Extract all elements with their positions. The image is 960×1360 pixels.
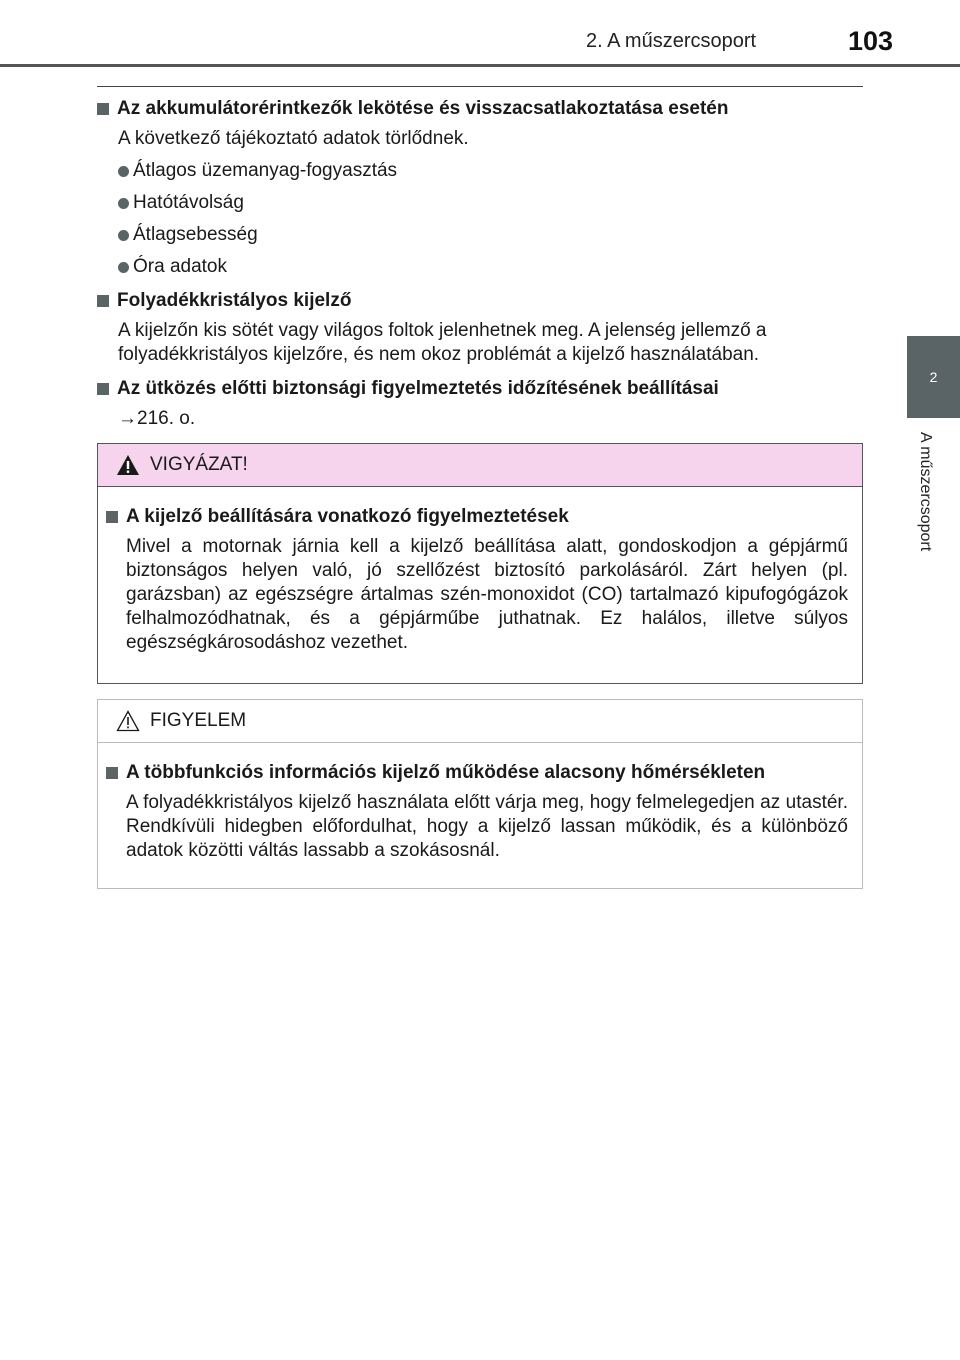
round-bullet-icon (118, 230, 129, 241)
square-bullet-icon (97, 383, 109, 395)
notice-box (97, 699, 863, 889)
caution-box (97, 443, 863, 684)
caution-label: VIGYÁZAT! (150, 454, 248, 475)
caution-header (98, 444, 862, 487)
section-text: A következő tájékoztató adatok törlődnek. (118, 128, 469, 149)
section-title: 2. A műszercsoport (586, 30, 757, 52)
section-text: A kijelzőn kis sötét vagy világos foltok jelenhetnek meg. A jelenség jellemző a folyadékkristályos kijelzőre, és nem okoz problémát a kijelző használatában. (118, 320, 767, 365)
square-bullet-icon (97, 103, 109, 115)
section-heading: Folyadékkristályos kijelző (97, 289, 863, 313)
caution-text: Mivel a motornak járnia kell a kijelző beállítása alatt, gondoskodjon a gépjármű biztonságos helyen való, jó szellőzést biztosító parkolásáról. Zárt helyen (pl. garázsban) az egészségre ártalmas szén-monoxidot (CO) tartalmazó kipufogógázok felhalmozódhatnak, és a gépjárműbe juthatnak. Ez halálos, illetve súlyos egészségkárosodáshoz vezethet. (126, 536, 848, 653)
header-divider (0, 64, 960, 67)
chapter-label: A műszercsoport (917, 432, 934, 552)
page-number: 103 (848, 26, 894, 56)
page-reference-link[interactable]: →216. o. (118, 408, 196, 429)
section-heading: Az ütközés előtti biztonsági figyelmeztetés időzítésének beállításai (97, 377, 863, 401)
caution-body (98, 487, 862, 655)
list-item: Átlagsebesség (118, 223, 863, 247)
main-content (97, 86, 863, 431)
section-heading: Az akkumulátorérintkezők lekötése és visszacsatlakoztatása esetén (97, 97, 863, 121)
round-bullet-icon (118, 166, 129, 177)
round-bullet-icon (118, 198, 129, 209)
square-bullet-icon (106, 767, 118, 779)
list-item: Óra adatok (118, 255, 863, 279)
square-bullet-icon (106, 511, 118, 523)
chapter-tab: 2 (907, 336, 960, 418)
caution-title: A kijelző beállítására vonatkozó figyelmeztetések (106, 505, 848, 529)
content-divider (97, 86, 863, 87)
notice-text: A folyadékkristályos kijelző használata előtt várja meg, hogy felmelegedjen az utastér. Rendkívüli hidegben előfordulhat, hogy a kijelző lassan működik, és a különböző adatok közötti váltás lassabb a szokásosnál. (126, 792, 848, 861)
notice-label: FIGYELEM (150, 710, 247, 731)
list-item: Átlagos üzemanyag-fogyasztás (118, 159, 863, 183)
warning-outline-icon (116, 710, 140, 732)
notice-body (98, 743, 862, 863)
warning-triangle-icon (116, 454, 140, 476)
list-item: Hatótávolság (118, 191, 863, 215)
notice-title: A többfunkciós információs kijelző működése alacsony hőmérsékleten (106, 761, 848, 785)
square-bullet-icon (97, 295, 109, 307)
round-bullet-icon (118, 262, 129, 273)
notice-header (98, 700, 862, 743)
